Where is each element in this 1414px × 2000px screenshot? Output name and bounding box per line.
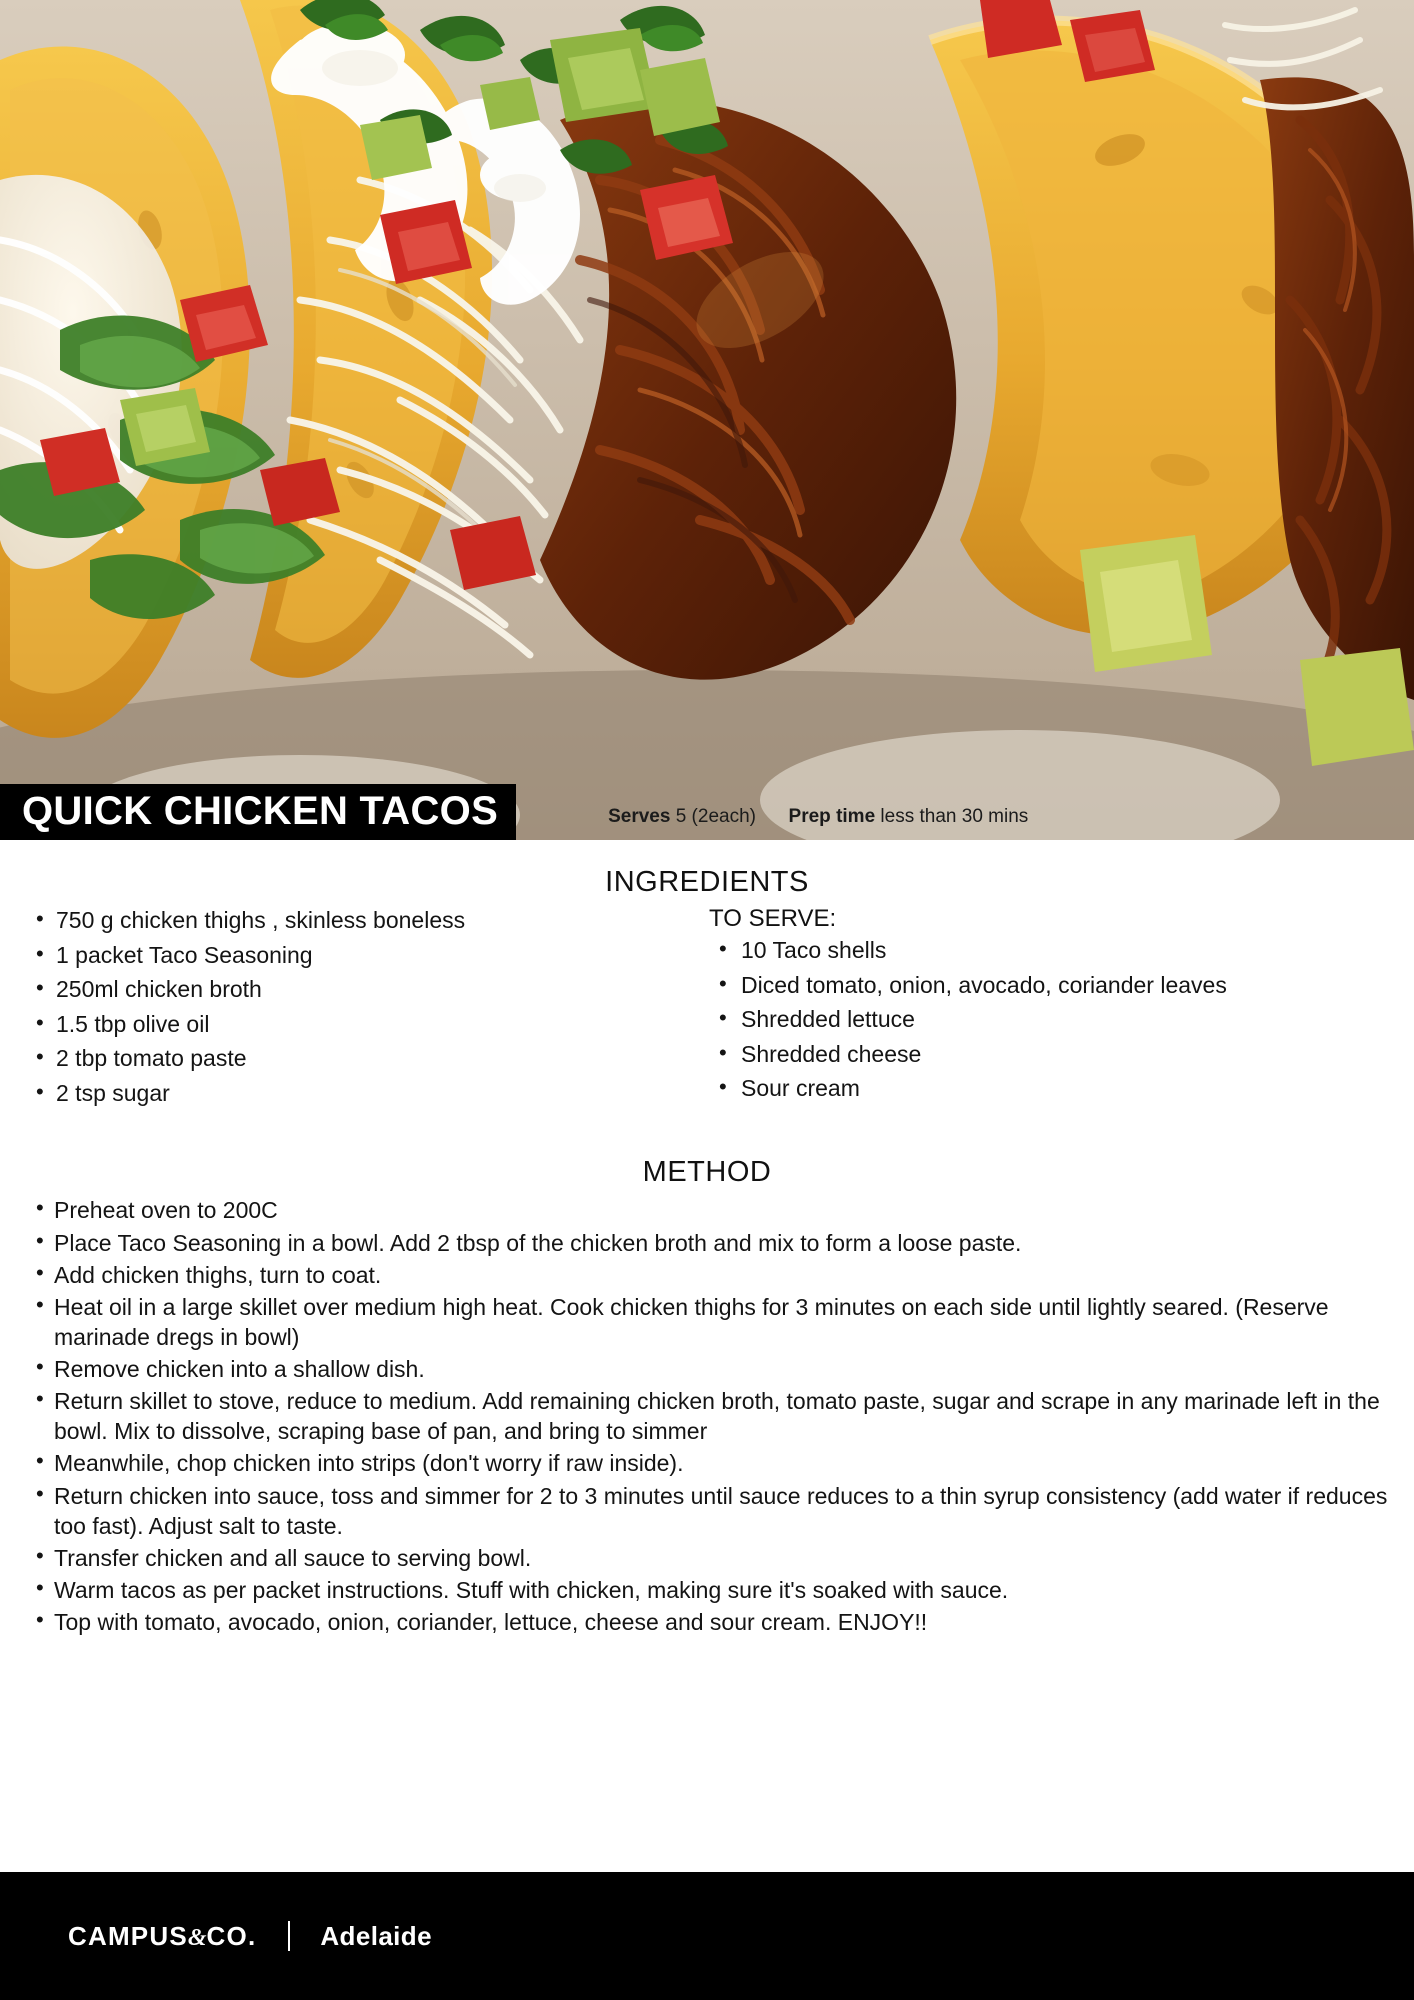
list-item: • Heat oil in a large skillet over medium high heat. Cook chicken thighs for 3 minutes on each side until lightly seared. (Reserve marinade dregs in bowl)	[18, 1292, 1392, 1352]
ingredients-column	[18, 905, 707, 1112]
list-item: • Transfer chicken and all sauce to serving bowl.	[18, 1543, 1392, 1573]
list-item: • Add chicken thighs, turn to coat.	[18, 1260, 1392, 1290]
to-serve-heading: TO SERVE:	[709, 905, 837, 932]
ingredients-list	[18, 905, 697, 1108]
footer-location: Adelaide	[320, 1920, 432, 1951]
list-item: • 750 g chicken thighs , skinless boneless	[18, 905, 697, 936]
list-item: • Place Taco Seasoning in a bowl. Add 2 tbsp of the chicken broth and mix to form a loose paste.	[18, 1228, 1392, 1258]
list-item: • Return chicken into sauce, toss and simmer for 2 to 3 minutes until sauce reduces to a thin syrup consistency (add water if reduces too fast). Adjust salt to taste.	[18, 1481, 1392, 1541]
brand-name-left: CAMPUS	[68, 1920, 188, 1951]
serves-label: Serves	[608, 806, 671, 827]
list-item: • 2 tsp sugar	[18, 1078, 697, 1109]
method-heading: METHOD	[642, 1156, 772, 1189]
to-serve-list	[707, 935, 1396, 1104]
list-item: • Diced tomato, onion, avocado, coriander leaves	[707, 970, 1396, 1001]
footer-content	[0, 1921, 432, 1952]
list-item: • Sour cream	[707, 1073, 1396, 1104]
ingredients-heading: INGREDIENTS	[605, 866, 809, 898]
prep-time-label: Prep time	[788, 806, 876, 827]
hero-photo	[0, 0, 1414, 840]
list-item: • Top with tomato, avocado, onion, coriander, lettuce, cheese and sour cream. ENJOY!!	[18, 1607, 1392, 1637]
list-item: • Remove chicken into a shallow dish.	[18, 1354, 1392, 1384]
method-section	[0, 1195, 1414, 1637]
list-item: • Shredded cheese	[707, 1039, 1396, 1070]
to-serve-column	[707, 905, 1396, 1112]
hero-photo-illustration	[0, 0, 1414, 840]
ingredients-columns	[0, 905, 1414, 1112]
serves-value: 5 (2each)	[675, 806, 756, 827]
list-item: • Preheat oven to 200C	[18, 1195, 1392, 1225]
footer-divider	[288, 1921, 290, 1951]
list-item: • Warm tacos as per packet instructions. Stuff with chicken, making sure it's soaked with sauce.	[18, 1575, 1392, 1605]
brand-name-right: CO.	[206, 1920, 257, 1951]
footer-bar	[0, 1872, 1414, 2000]
list-item: • 10 Taco shells	[707, 935, 1396, 966]
title-row	[0, 776, 1414, 840]
list-item: • 1 packet Taco Seasoning	[18, 940, 697, 971]
recipe-meta	[516, 806, 1028, 840]
list-item: • Return skillet to stove, reduce to medium. Add remaining chicken broth, tomato paste, sugar and scrape in any marinade left in the bowl. Mix to dissolve, scraping base of pan, and bring to simmer	[18, 1386, 1392, 1446]
method-list	[18, 1195, 1392, 1637]
page-title: QUICK CHICKEN TACOS	[0, 784, 516, 840]
list-item: • 250ml chicken broth	[18, 974, 697, 1005]
list-item: • 2 tbp tomato paste	[18, 1043, 697, 1074]
list-item: • Meanwhile, chop chicken into strips (don't worry if raw inside).	[18, 1448, 1392, 1478]
brand-logo	[68, 1921, 256, 1952]
brand-ampersand: &	[187, 1924, 207, 1951]
list-item: • 1.5 tbp olive oil	[18, 1009, 697, 1040]
prep-time-value: less than 30 mins	[880, 806, 1029, 827]
list-item: • Shredded lettuce	[707, 1004, 1396, 1035]
